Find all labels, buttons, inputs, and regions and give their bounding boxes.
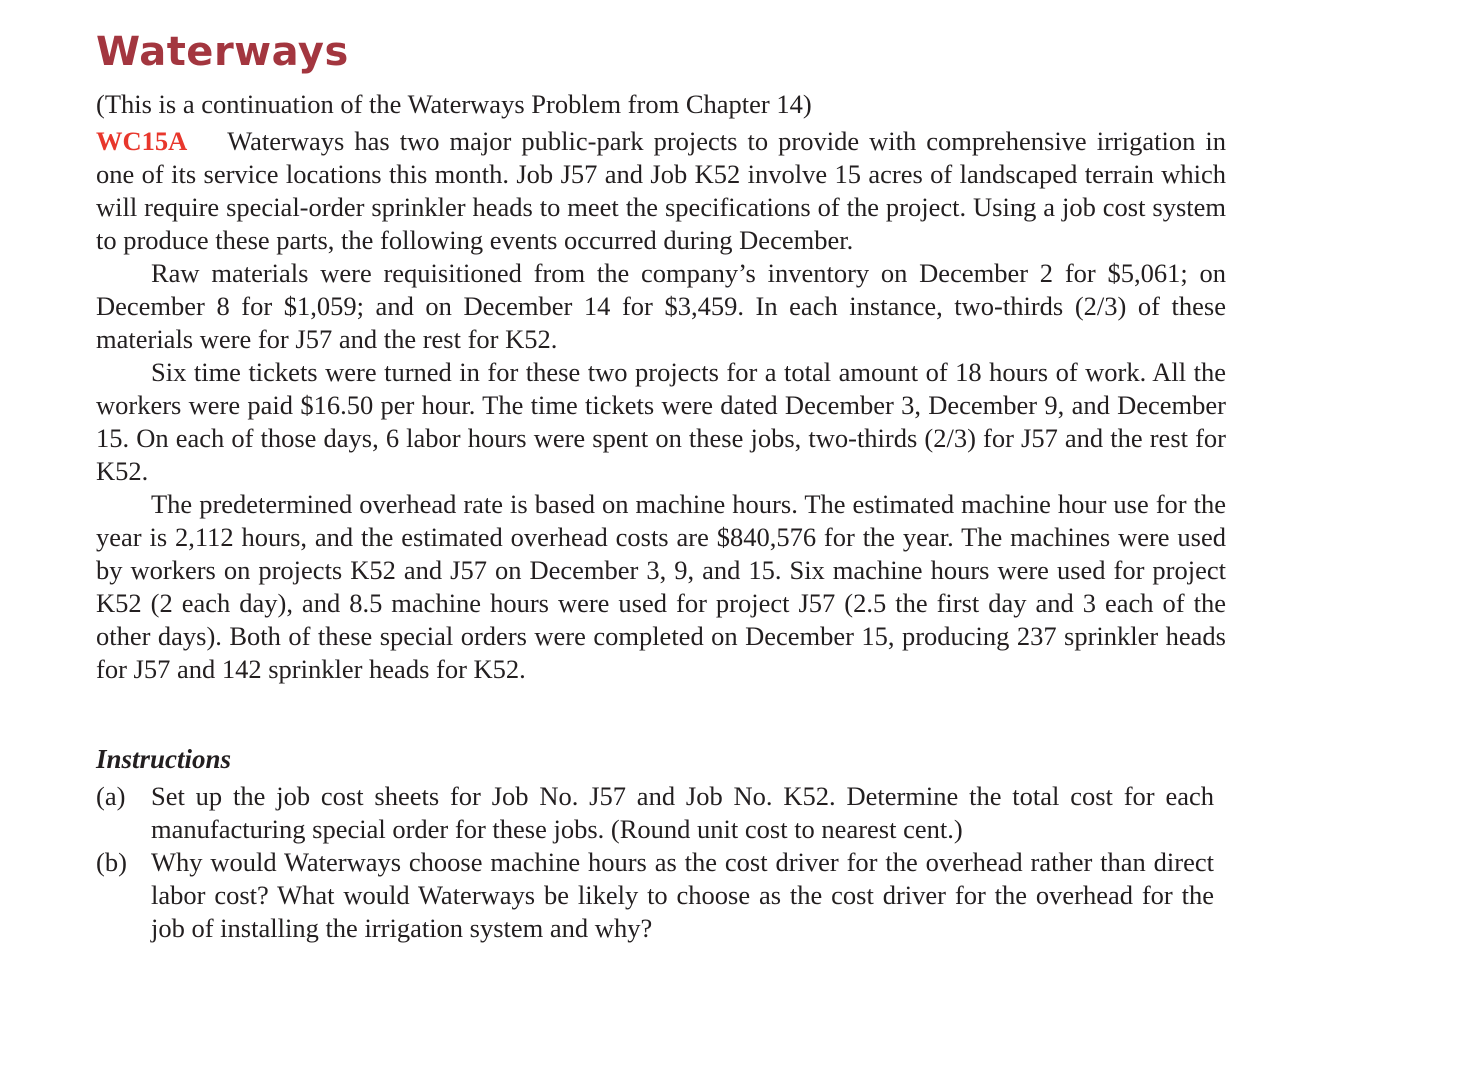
instructions-heading: Instructions: [96, 744, 232, 774]
page-title: Waterways: [96, 29, 349, 75]
instruction-text: Set up the job cost sheets for Job No. J57 and Job No. K52. Determine the total cost for each manufacturing special order for these jobs. (Round unit cost to nearest cent.): [151, 781, 1214, 844]
paragraph-text: Waterways has two major public-park projects to provide with comprehensive irrigation in one of its service locations this month. Job J57 and Job K52 involve 15 acres of landscaped terrain which will require special-order sprinkler heads to meet the specifications of the project. Using a job cost system to produce these parts, the following events occurred during December.: [96, 126, 1226, 255]
intro-note: (This is a continuation of the Waterways Problem from Chapter 14): [96, 89, 812, 119]
document-page: [96, 26, 1226, 945]
instruction-text: Why would Waterways choose machine hours as the cost driver for the overhead rather than direct labor cost? What would Waterways be likely to choose as the cost driver for the overhead for the job of installing the irrigation system and why?: [151, 847, 1214, 943]
problem-code: WC15A: [96, 126, 188, 156]
instruction-label: (b): [96, 847, 127, 877]
instruction-label: (a): [96, 781, 126, 811]
problem-paragraph-2: Raw materials were requisitioned from the company’s inventory on December 2 for $5,061; on December 8 for $1,059; and on December 14 for $3,459. In each instance, two-thirds (2/3) of these materials were for J57 and the rest for K52.: [96, 258, 1226, 354]
problem-paragraph-3: Six time tickets were turned in for these two projects for a total amount of 18 hours of work. All the workers were paid $16.50 per hour. The time tickets were dated December 3, December 9, and December 15. On each of those days, 6 labor hours were spent on these jobs, two-thirds (2/3) for J57 and the rest for K52.: [96, 357, 1226, 486]
instruction-item-a: [96, 780, 1214, 846]
instruction-item-b: [96, 846, 1214, 945]
problem-paragraph-4: The predetermined overhead rate is based on machine hours. The estimated machine hour use for the year is 2,112 hours, and the estimated overhead costs are $840,576 for the year. The machines were used by workers on projects K52 and J57 on December 3, 9, and 15. Six machine hours were used for project K52 (2 each day), and 8.5 machine hours were used for project J57 (2.5 the first day and 3 each of the other days). Both of these special orders were completed on December 15, producing 237 sprinkler heads for J57 and 142 sprinkler heads for K52.: [96, 489, 1226, 684]
problem-paragraph-1: [96, 125, 1226, 257]
